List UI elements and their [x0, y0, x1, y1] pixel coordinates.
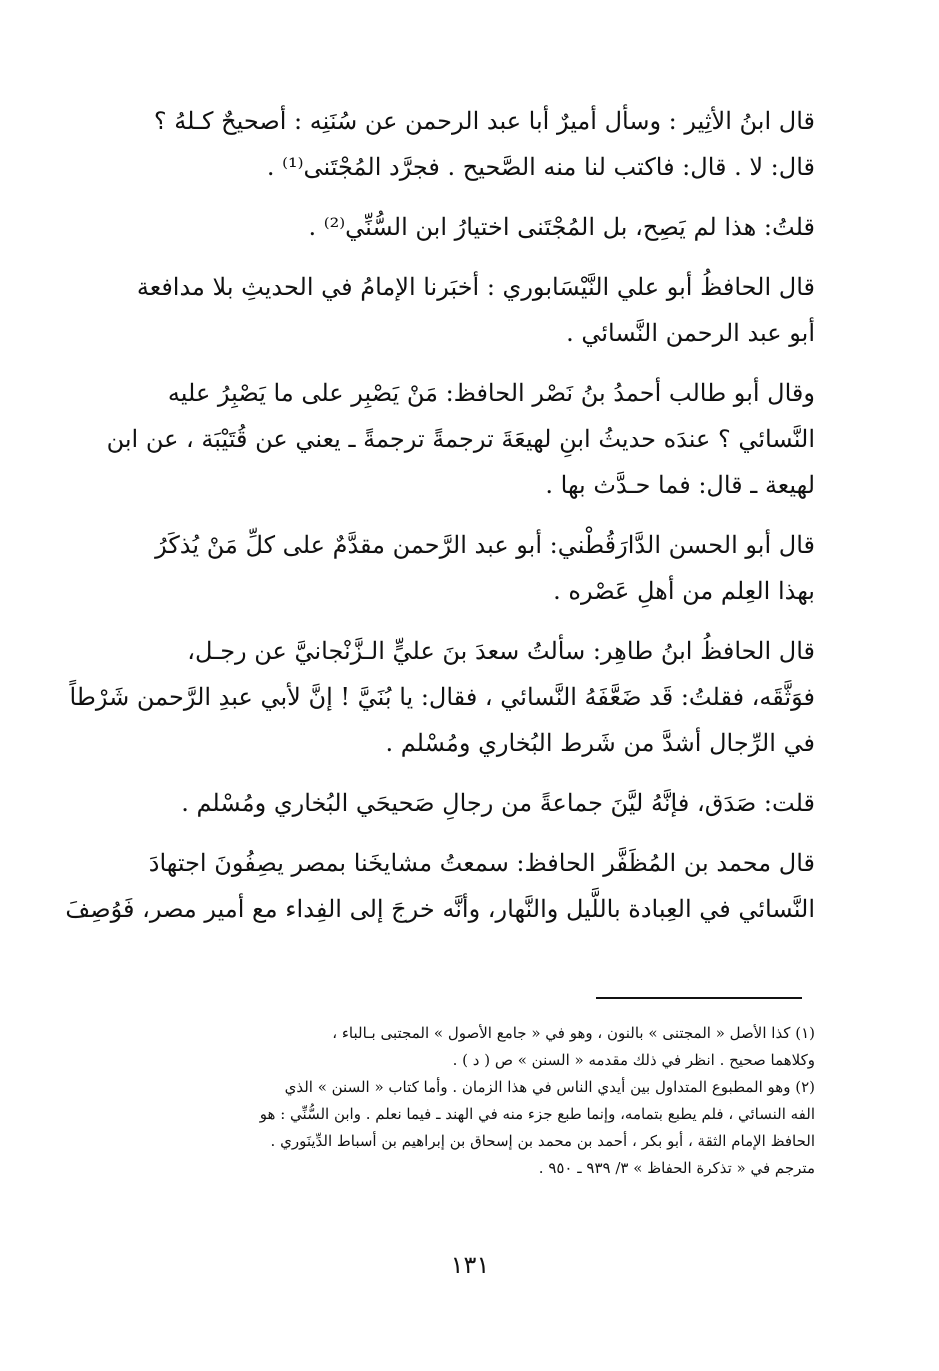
paragraph-daraqutni [150, 522, 815, 614]
main-text [65, 98, 815, 946]
footnote-line: مترجم في « تذكرة الحفاظ » ٣/ ٩٣٩ ـ ٩٥٠ . [538, 1159, 815, 1177]
text-line: النَّسائي ؟ عندَه حديثُ ابنِ لهيعَةَ ترجمةً ترجمةً ـ يعني عن قُتَيْبَة ، عن ابن [106, 425, 815, 453]
footnote-line: (٢) وهو المطبوع المتداول بين أيدي الناس في هذا الزمان . وأما كتاب « السنن » الذي [284, 1078, 815, 1096]
paragraph-ibn-tahir [69, 628, 815, 766]
text-line: قلت: صَدَق، فإنَّهُ ليَّنَ جماعةً من رجالِ صَحيحَي البُخاري ومُسْلم . [181, 789, 815, 817]
footnote-line: الفه النسائي ، فلم يطبع بتمامه، وإنما طبع جزء منه في الهند ـ فيما نعلم . وابن السُّنِّي : هو [259, 1105, 815, 1123]
footnote-line: وكلاهما صحيح . انظر في ذلك مقدمه « السنن » ص ( د ) . [452, 1051, 815, 1069]
text-line: وقال أبو طالب أحمدُ بنُ نَصْر الحافظ: مَنْ يَصْبِر على ما يَصْبِرُ عليه [167, 379, 815, 407]
footnotes [150, 1020, 815, 1182]
paragraph-ibn-al-muzaffar [65, 840, 815, 932]
text-line: قال الحافظُ ابنُ طاهِر: سألتُ سعدَ بنَ عليٍّ الـزَّنْجانيَّ عن رجـل، [187, 637, 815, 665]
text-line: أبو عبد الرحمن النَّسائي . [566, 319, 815, 347]
text-line: في الرِّجال أشدَّ من شَرط البُخاري ومُسْلم . [385, 729, 815, 757]
text-line: فوَثَّقَه، فقلتُ: قَد ضَعَّفَهُ النَّسائي ، فقال: يا بُنَيَّ ! إنَّ لأبي عبدِ الرَّحمن شَرْطاً [69, 683, 815, 711]
footnote-separator [596, 997, 802, 999]
paragraph-abu-talib [106, 370, 815, 508]
paragraph-qultu-sadaq [150, 780, 815, 826]
text-line: النَّسائي في العِبادة باللَّيل والنَّهار، وأنَّه خرجَ إلى الفِداء مع أمير مصر، فَوُصِفَ [65, 895, 815, 923]
paragraph-author-comment [150, 204, 815, 250]
footnote-line: (١) كذا الأصل « المجتنى » بالنون ، وهو في « جامع الأصول » المجتبى بـالباء ، [332, 1024, 815, 1042]
text-line: قال ابنُ الأثِير : وسأل أميرٌ أبا عبد الرحمن عن سُنَنِه : أصحيحٌ كـلهُ ؟ [153, 107, 815, 135]
text-line: قال أبو الحسن الدَّارَقُطْني: أبو عبد الرَّحمن مقدَّمٌ على كلِّ مَنْ يُذكَرُ [155, 531, 815, 559]
page-number: ١٣١ [450, 1251, 490, 1279]
text-line: بهذا العِلم من أهلِ عَصْره . [553, 577, 815, 605]
text-line: قال الحافظُ أبو علي النَّيْسَابوري : أخبَرنا الإمامُ في الحديثِ بلا مدافعة [136, 273, 815, 301]
text-line: قلتُ: هذا لم يَصِح، بل المُجْتَنى اختيارُ ابن السُّنِّي⁽²⁾ . [308, 213, 815, 241]
footnote-line: الحافظ الإمام الثقة ، أبو بكر ، أحمد بن محمد بن إسحاق بن إبراهيم بن أسباط الدِّينَوري . [270, 1132, 815, 1150]
paragraph-naysaburi [136, 264, 815, 356]
text-line: قال: لا . قال: فاكتب لنا منه الصَّحيح . فجرَّد المُجْتَنى⁽¹⁾ . [266, 153, 815, 181]
text-line: لهيعة ـ قال: فما حـدَّث بها . [545, 471, 815, 499]
paragraph-ibn-al-athir [150, 98, 815, 190]
text-line: قال محمد بن المُظَفَّر الحافظ: سمعتُ مشايخَنا بمصر يصِفُونَ اجتهادَ [148, 849, 815, 877]
